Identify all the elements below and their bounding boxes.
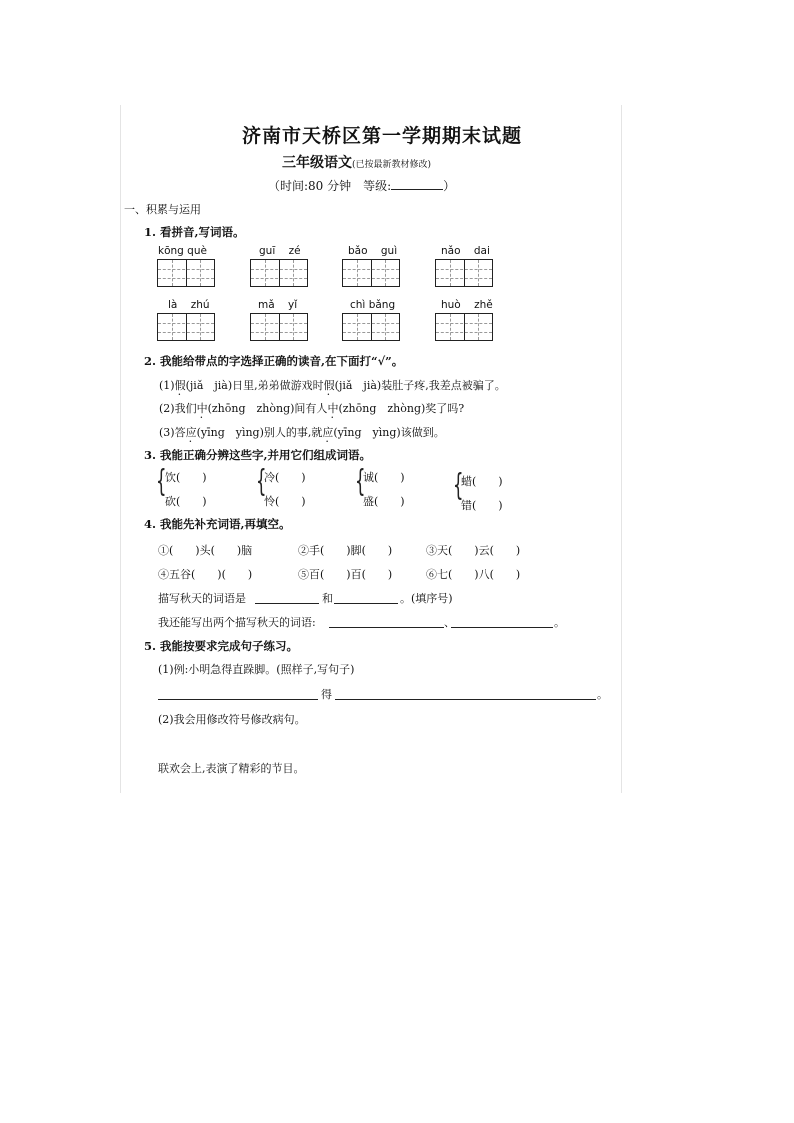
q4-blank-4[interactable] [451,627,553,628]
q4-blank-1[interactable] [255,603,319,604]
pinyin-7: chì bǎng [350,299,396,311]
meta-right: ） [443,179,456,193]
pinyin-1: kōng què [158,245,207,257]
writing-box-5[interactable] [157,313,215,341]
q5-blank-before[interactable] [158,699,318,700]
q5-sick-sentence[interactable]: 联欢会上,表演了精彩的节目。 [158,762,305,775]
q3-word-3b[interactable]: 盛( ) [363,495,405,508]
writing-box-6[interactable] [250,313,308,341]
grade-blank[interactable] [391,179,443,190]
question-5-label: 5. 我能按要求完成句子练习。 [144,639,299,653]
exam-title: 济南市天桥区第一学期期末试题 [242,125,523,147]
q3-word-2b[interactable]: 怜( ) [264,495,306,508]
writing-box-1[interactable] [157,259,215,287]
q4-fill-autumn-label: 描写秋天的词语是 [158,592,246,605]
pinyin-3: bǎo guì [348,245,398,257]
q2-sentence-1: (1)假(jiǎ jià)日里,弟弟做游戏时假(jiǎ jià)装肚子疼,我差点被骗了。 [159,379,506,392]
q3-word-1a[interactable]: 饮( ) [165,471,207,484]
q4-fill-and: 和 [322,592,333,605]
q4-fill-more-label: 我还能写出两个描写秋天的词语: [158,616,316,629]
q4-blank-2[interactable] [334,603,398,604]
pinyin-8: huò zhě [441,299,493,311]
q5-blank-after[interactable] [335,699,596,700]
q5-instruction-1: (1)例:小明急得直跺脚。(照样子,写句子) [158,663,355,676]
page-right-edge [621,105,622,793]
subtitle-note: (已按最新教材修改) [352,160,432,170]
meta-left: （时间:80 分钟 等级: [268,179,392,193]
writing-box-8[interactable] [435,313,493,341]
brace-2: { [256,464,267,499]
q4-idiom-3[interactable]: ③天( )云( ) [426,544,521,557]
q4-idiom-2[interactable]: ②手( )脚( ) [298,544,393,557]
q4-idiom-6[interactable]: ⑥七( )八( ) [426,568,521,581]
pinyin-5: là zhú [168,299,210,311]
q5-instruction-2: (2)我会用修改符号修改病句。 [158,713,306,726]
section-heading: 一、积累与运用 [124,203,201,216]
question-2-label: 2. 我能给带点的字选择正确的读音,在下面打“√”。 [144,354,404,368]
subtitle-text: 三年级语文 [282,155,352,171]
brace-3: { [355,464,366,499]
q3-word-3a[interactable]: 诚( ) [363,471,405,484]
q2-sentence-3: (3)答应(yīng yìng)别人的事,就应(yīng yìng)该做到。 [159,426,445,439]
q3-word-4b[interactable]: 错( ) [461,499,503,512]
pinyin-4: nǎo dai [441,245,490,257]
q4-fill-end: 。 [554,616,565,629]
q4-idiom-5[interactable]: ⑤百( )百( ) [298,568,393,581]
question-4-label: 4. 我能先补充词语,再填空。 [144,517,291,531]
page-left-edge [120,105,121,793]
q4-blank-3[interactable] [329,627,444,628]
pinyin-6: mǎ yǐ [258,299,298,311]
question-3-label: 3. 我能正确分辨这些字,并用它们组成词语。 [144,448,372,462]
writing-box-2[interactable] [250,259,308,287]
q4-fill-note: 。(填序号) [400,592,453,605]
writing-box-7[interactable] [342,313,400,341]
q4-idiom-1[interactable]: ①( )头( )脑 [158,544,253,557]
pinyin-2: guī zé [259,245,301,257]
brace-1: { [156,464,167,499]
q3-word-1b[interactable]: 砍( ) [165,495,207,508]
q5-de-char: 得 [321,688,332,701]
writing-box-4[interactable] [435,259,493,287]
exam-meta [268,177,455,194]
brace-4: { [453,468,464,503]
writing-box-3[interactable] [342,259,400,287]
exam-subtitle [282,152,431,172]
q4-idiom-4[interactable]: ④五谷( )( ) [158,568,253,581]
q2-sentence-2: (2)我们中(zhōng zhòng)间有人中(zhōng zhòng)奖了吗? [159,402,465,415]
q5-period: 。 [597,688,608,701]
q4-fill-sep: 、 [444,616,455,629]
q3-word-4a[interactable]: 蜡( ) [461,475,503,488]
question-1-label: 1. 看拼音,写词语。 [144,225,245,239]
q3-word-2a[interactable]: 冷( ) [264,471,306,484]
